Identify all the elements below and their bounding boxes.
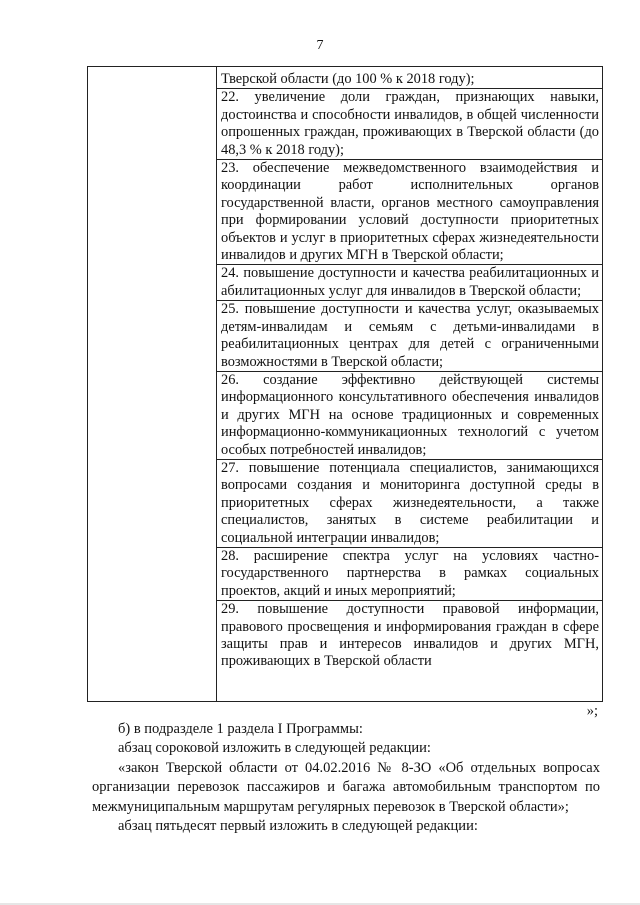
table-paragraph-22: 22. увеличение доли граждан, признающих навыки, достоинства и способности инвалидов, в общей численности опрошенных граждан, проживающих в Тверской области (до 48,3 % к 2018 году); (216, 88, 602, 159)
item-b-heading: б) в подразделе 1 раздела I Программы: (118, 721, 363, 737)
table-paragraph-24: 24. повышение доступности и качества реабилитационных и абилитационных услуг для инвалидов в Тверской области; (216, 264, 602, 300)
page-number: 7 (316, 38, 324, 53)
table-paragraph-23: 23. обеспечение межведомственного взаимодействия и координации работ исполнительных органов государственной власти, органов местного самоуправления при формировании условий доступности приоритетных объектов и услуг в приоритетных сферах жизнедеятельности инвалидов и других МГН в Тверской области; (216, 159, 602, 264)
document-table (87, 66, 603, 702)
table-paragraph-27: 27. повышение потенциала специалистов, занимающихся вопросами создания и мониторинга доступной среды в приоритетных сферах жизнедеятельности, а также специалистов, занятых в системе реабилитации и социальной интеграции инвалидов; (216, 459, 602, 547)
paragraph-40-text: «закон Тверской области от 04.02.2016 № 8-ЗО «Об отдельных вопросах организации перевозок пассажиров и багажа автомобильным транспортом по межмуниципальным маршрутам регулярных перевозок в Тверской области»; (92, 759, 600, 815)
table-paragraph-25: 25. повышение доступности и качества услуг, оказываемых детям-инвалидам и семьям с детьми-инвалидами в реабилитационных центрах для детей с ограниченными возможностями в Тверской области; (216, 300, 602, 371)
paragraph-40-intro: абзац сороковой изложить в следующей редакции: (118, 740, 431, 757)
table-paragraph-29: 29. повышение доступности правовой информации, правового просвещения и информирования граждан в сфере защиты прав и интересов инвалидов и других МГН, проживающих в Тверской области (216, 600, 602, 671)
table-paragraph-continuation: Тверской области (до 100 % к 2018 году); (221, 71, 475, 87)
body-text (92, 720, 600, 836)
closing-quote: »; (586, 703, 598, 719)
table-paragraph-28: 28. расширение спектра услуг на условиях частно-государственного партнерства в рамках социальных проектов, акций и иных мероприятий; (216, 547, 602, 600)
table-right-cell (221, 71, 599, 671)
table-paragraph-26: 26. создание эффективно действующей системы информационного консультативного обеспечения инвалидов и других МГН на основе традиционных и современных информационно-коммуникационных технологий с учетом особых потребностей инвалидов; (216, 371, 602, 459)
paragraph-51-intro: абзац пятьдесят первый изложить в следующей редакции: (118, 818, 478, 835)
